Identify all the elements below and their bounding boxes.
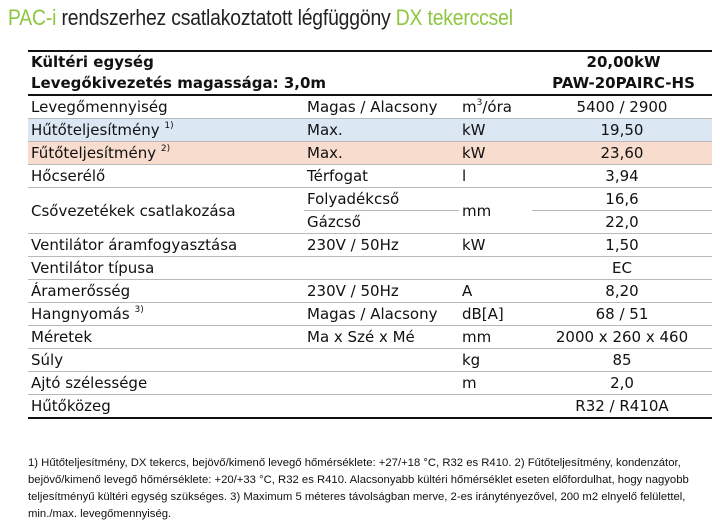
footnote: 1) Hűtőteljesítmény, DX tekercs, bejövő/kimenő levegő hőmérséklete: +27/+18 °C, R32 es R410. 2) Fűtőteljesítmény, kondenzátor, bejövő/kimenő levegő hőmérséklete: +20/+33 °C, R32 es R410. Alacsonyabb kültéri hőmérséklet eseten előfordulhat, hogy nagyobb teljesítményű kültéri egység szükséges. 3) Maximum 5 méteres távolságban merve, 2-es iránytényezővel, 200 m2 elnyelő felülettel, min./max. levegőmennyiség. [28, 457, 689, 520]
table-row-cooling [28, 119, 712, 142]
row-condition: Ma x Szé x Mé [304, 326, 459, 349]
row-condition: Max. [304, 142, 459, 165]
row-label: Ventilátor áramfogyasztása [28, 234, 304, 257]
table-row-door-width [28, 372, 712, 395]
row-label: Hangnyomás $^{3)}$ [28, 303, 304, 326]
row-unit: A [459, 280, 532, 303]
row-condition-gas: Gázcső [304, 211, 459, 234]
row-unit: dB[A] [459, 303, 532, 326]
title-brand: PAC-i [8, 5, 57, 30]
row-label: Súly [28, 349, 304, 372]
header-height-label: Levegőkivezetés magassága: 3,0m [28, 73, 532, 95]
row-unit: kW [459, 142, 532, 165]
row-label: Áramerősség [28, 280, 304, 303]
row-value-liquid: 16,6 [532, 188, 712, 211]
row-condition: Magas / Alacsony [304, 303, 459, 326]
row-value: 23,60 [532, 142, 712, 165]
title-accent: DX tekerccsel [395, 5, 513, 30]
row-value: 2000 x 260 x 460 [532, 326, 712, 349]
table-row-dimensions [28, 326, 712, 349]
row-label: Hűtőközeg [28, 395, 304, 419]
row-unit: mm [459, 188, 532, 234]
row-unit [459, 395, 532, 419]
header-row-outdoor-unit [28, 51, 712, 73]
row-label: Hőcserélő [28, 165, 304, 188]
header-outdoor-label: Kültéri egység [28, 51, 532, 73]
row-label: Ajtó szélessége [28, 372, 304, 395]
header-model-value: PAW-20PAIRC-HS [532, 73, 712, 95]
row-unit: l [459, 165, 532, 188]
row-condition [304, 349, 459, 372]
row-value: EC [532, 257, 712, 280]
row-value: 2,0 [532, 372, 712, 395]
row-value: 19,50 [532, 119, 712, 142]
title-main: rendszerhez csatlakoztatott légfüggöny [56, 5, 396, 30]
row-label: Ventilátor típusa [28, 257, 304, 280]
row-condition: 230V / 50Hz [304, 234, 459, 257]
row-unit: kW [459, 119, 532, 142]
row-label: Méretek [28, 326, 304, 349]
header-row-outlet-height [28, 73, 712, 95]
row-unit: kg [459, 349, 532, 372]
row-value: 85 [532, 349, 712, 372]
row-unit: kW [459, 234, 532, 257]
row-value: 8,20 [532, 280, 712, 303]
table-row-fan-type [28, 257, 712, 280]
table-row-fan-power [28, 234, 712, 257]
row-condition [304, 257, 459, 280]
row-label: Levegőmennyiség [28, 95, 304, 119]
table-row-refrigerant [28, 395, 712, 419]
row-label: Csővezetékek csatlakozása [28, 188, 304, 234]
row-value: 3,94 [532, 165, 712, 188]
header-outdoor-value: 20,00kW [532, 51, 712, 73]
row-condition-liquid: Folyadékcső [304, 188, 459, 211]
row-condition [304, 372, 459, 395]
table-row-noise [28, 303, 712, 326]
row-unit [459, 257, 532, 280]
row-condition: 230V / 50Hz [304, 280, 459, 303]
row-value: 5400 / 2900 [532, 95, 712, 119]
row-value: 1,50 [532, 234, 712, 257]
row-condition [304, 395, 459, 419]
table-row-weight [28, 349, 712, 372]
row-value: R32 / R410A [532, 395, 712, 419]
row-unit: m [459, 372, 532, 395]
row-value-gas: 22,0 [532, 211, 712, 234]
table-row-heating [28, 142, 712, 165]
table-row-pipes-liquid [28, 188, 712, 211]
row-condition: Térfogat [304, 165, 459, 188]
row-label: Fűtőteljesítmény $^{2)}$ [28, 142, 304, 165]
table-row-airflow [28, 95, 712, 119]
table-row-heat-exchanger [28, 165, 712, 188]
row-condition: Magas / Alacsony [304, 95, 459, 119]
row-label: Hűtőteljesítmény $^{1)}$ [28, 119, 304, 142]
row-unit: $m^3$/óra [459, 95, 532, 119]
row-unit: mm [459, 326, 532, 349]
spec-table [28, 50, 712, 419]
row-value: 68 / 51 [532, 303, 712, 326]
table-row-current [28, 280, 712, 303]
row-condition: Max. [304, 119, 459, 142]
page-title [8, 5, 513, 31]
